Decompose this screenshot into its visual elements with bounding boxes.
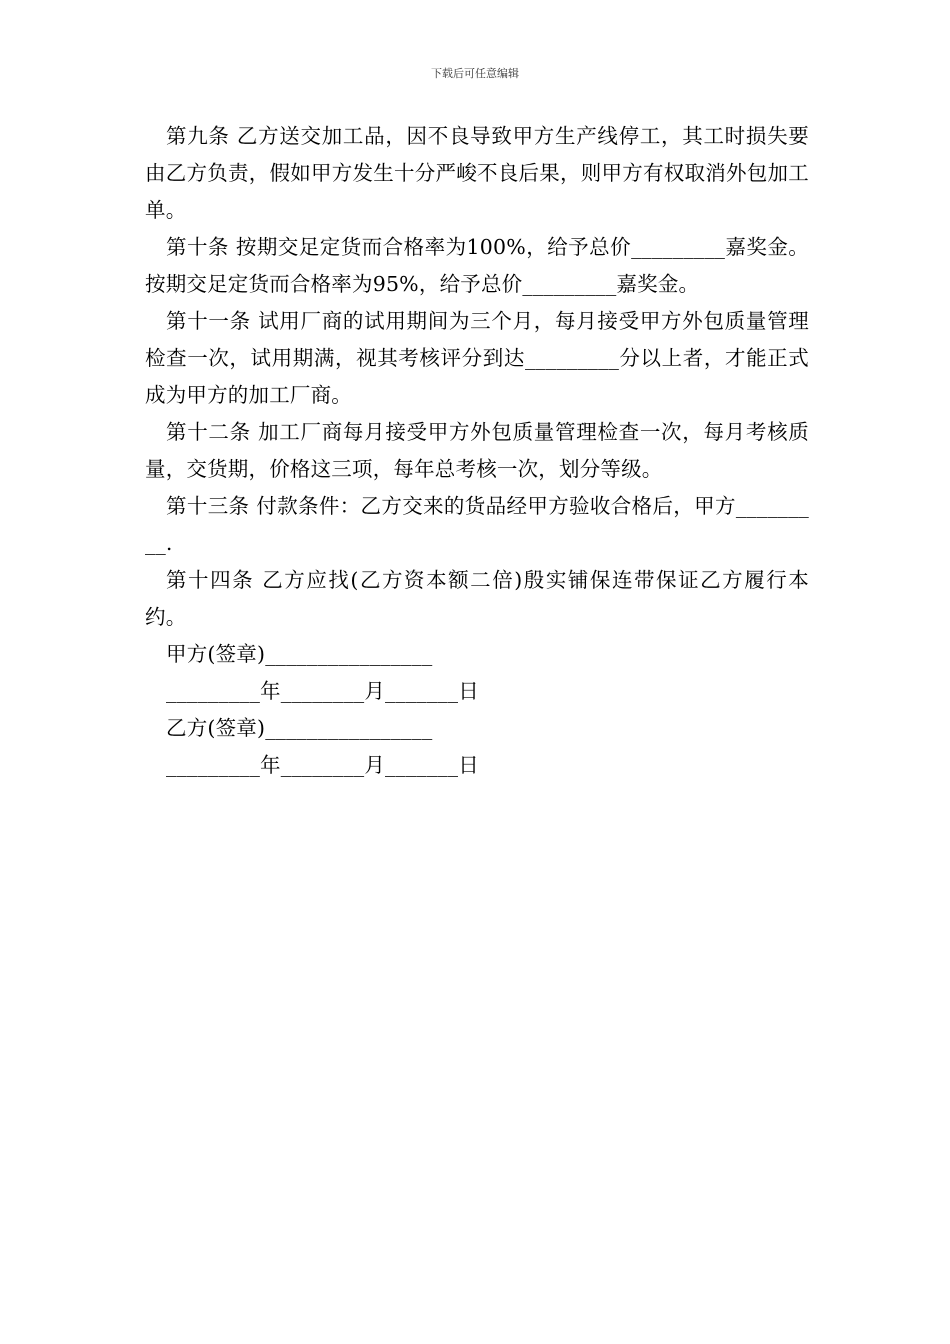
party-b-signature: 乙方(签章)________________ bbox=[166, 716, 433, 740]
clause-10: 第十条 按期交足定货而合格率为100%，给予总价_________嘉奖金。按期交足定货而合格率为95%，给予总价_________嘉奖金。 bbox=[145, 235, 809, 296]
clause-11: 第十一条 试用厂商的试用期间为三个月，每月接受甲方外包质量管理检查一次，试用期满，视其考核评分到达_________分以上者，才能正式成为甲方的加工厂商。 bbox=[145, 309, 809, 407]
party-a-date: _________年________月_______日 bbox=[166, 679, 479, 703]
clause-13: 第十三条 付款条件：乙方交来的货品经甲方验收合格后，甲方_________. bbox=[145, 494, 809, 555]
clause-9: 第九条 乙方送交加工品，因不良导致甲方生产线停工，其工时损失要由乙方负责，假如甲方发生十分严峻不良后果，则甲方有权取消外包加工单。 bbox=[145, 124, 809, 222]
page-header: 下载后可任意编辑 bbox=[431, 67, 519, 80]
party-b-date: _________年________月_______日 bbox=[166, 753, 479, 777]
document-body bbox=[145, 118, 809, 784]
clause-14: 第十四条 乙方应找(乙方资本额二倍)殷实铺保连带保证乙方履行本约。 bbox=[145, 568, 809, 629]
party-a-signature: 甲方(签章)________________ bbox=[166, 642, 433, 666]
clause-12: 第十二条 加工厂商每月接受甲方外包质量管理检查一次，每月考核质量，交货期，价格这三项，每年总考核一次，划分等级。 bbox=[145, 420, 809, 481]
